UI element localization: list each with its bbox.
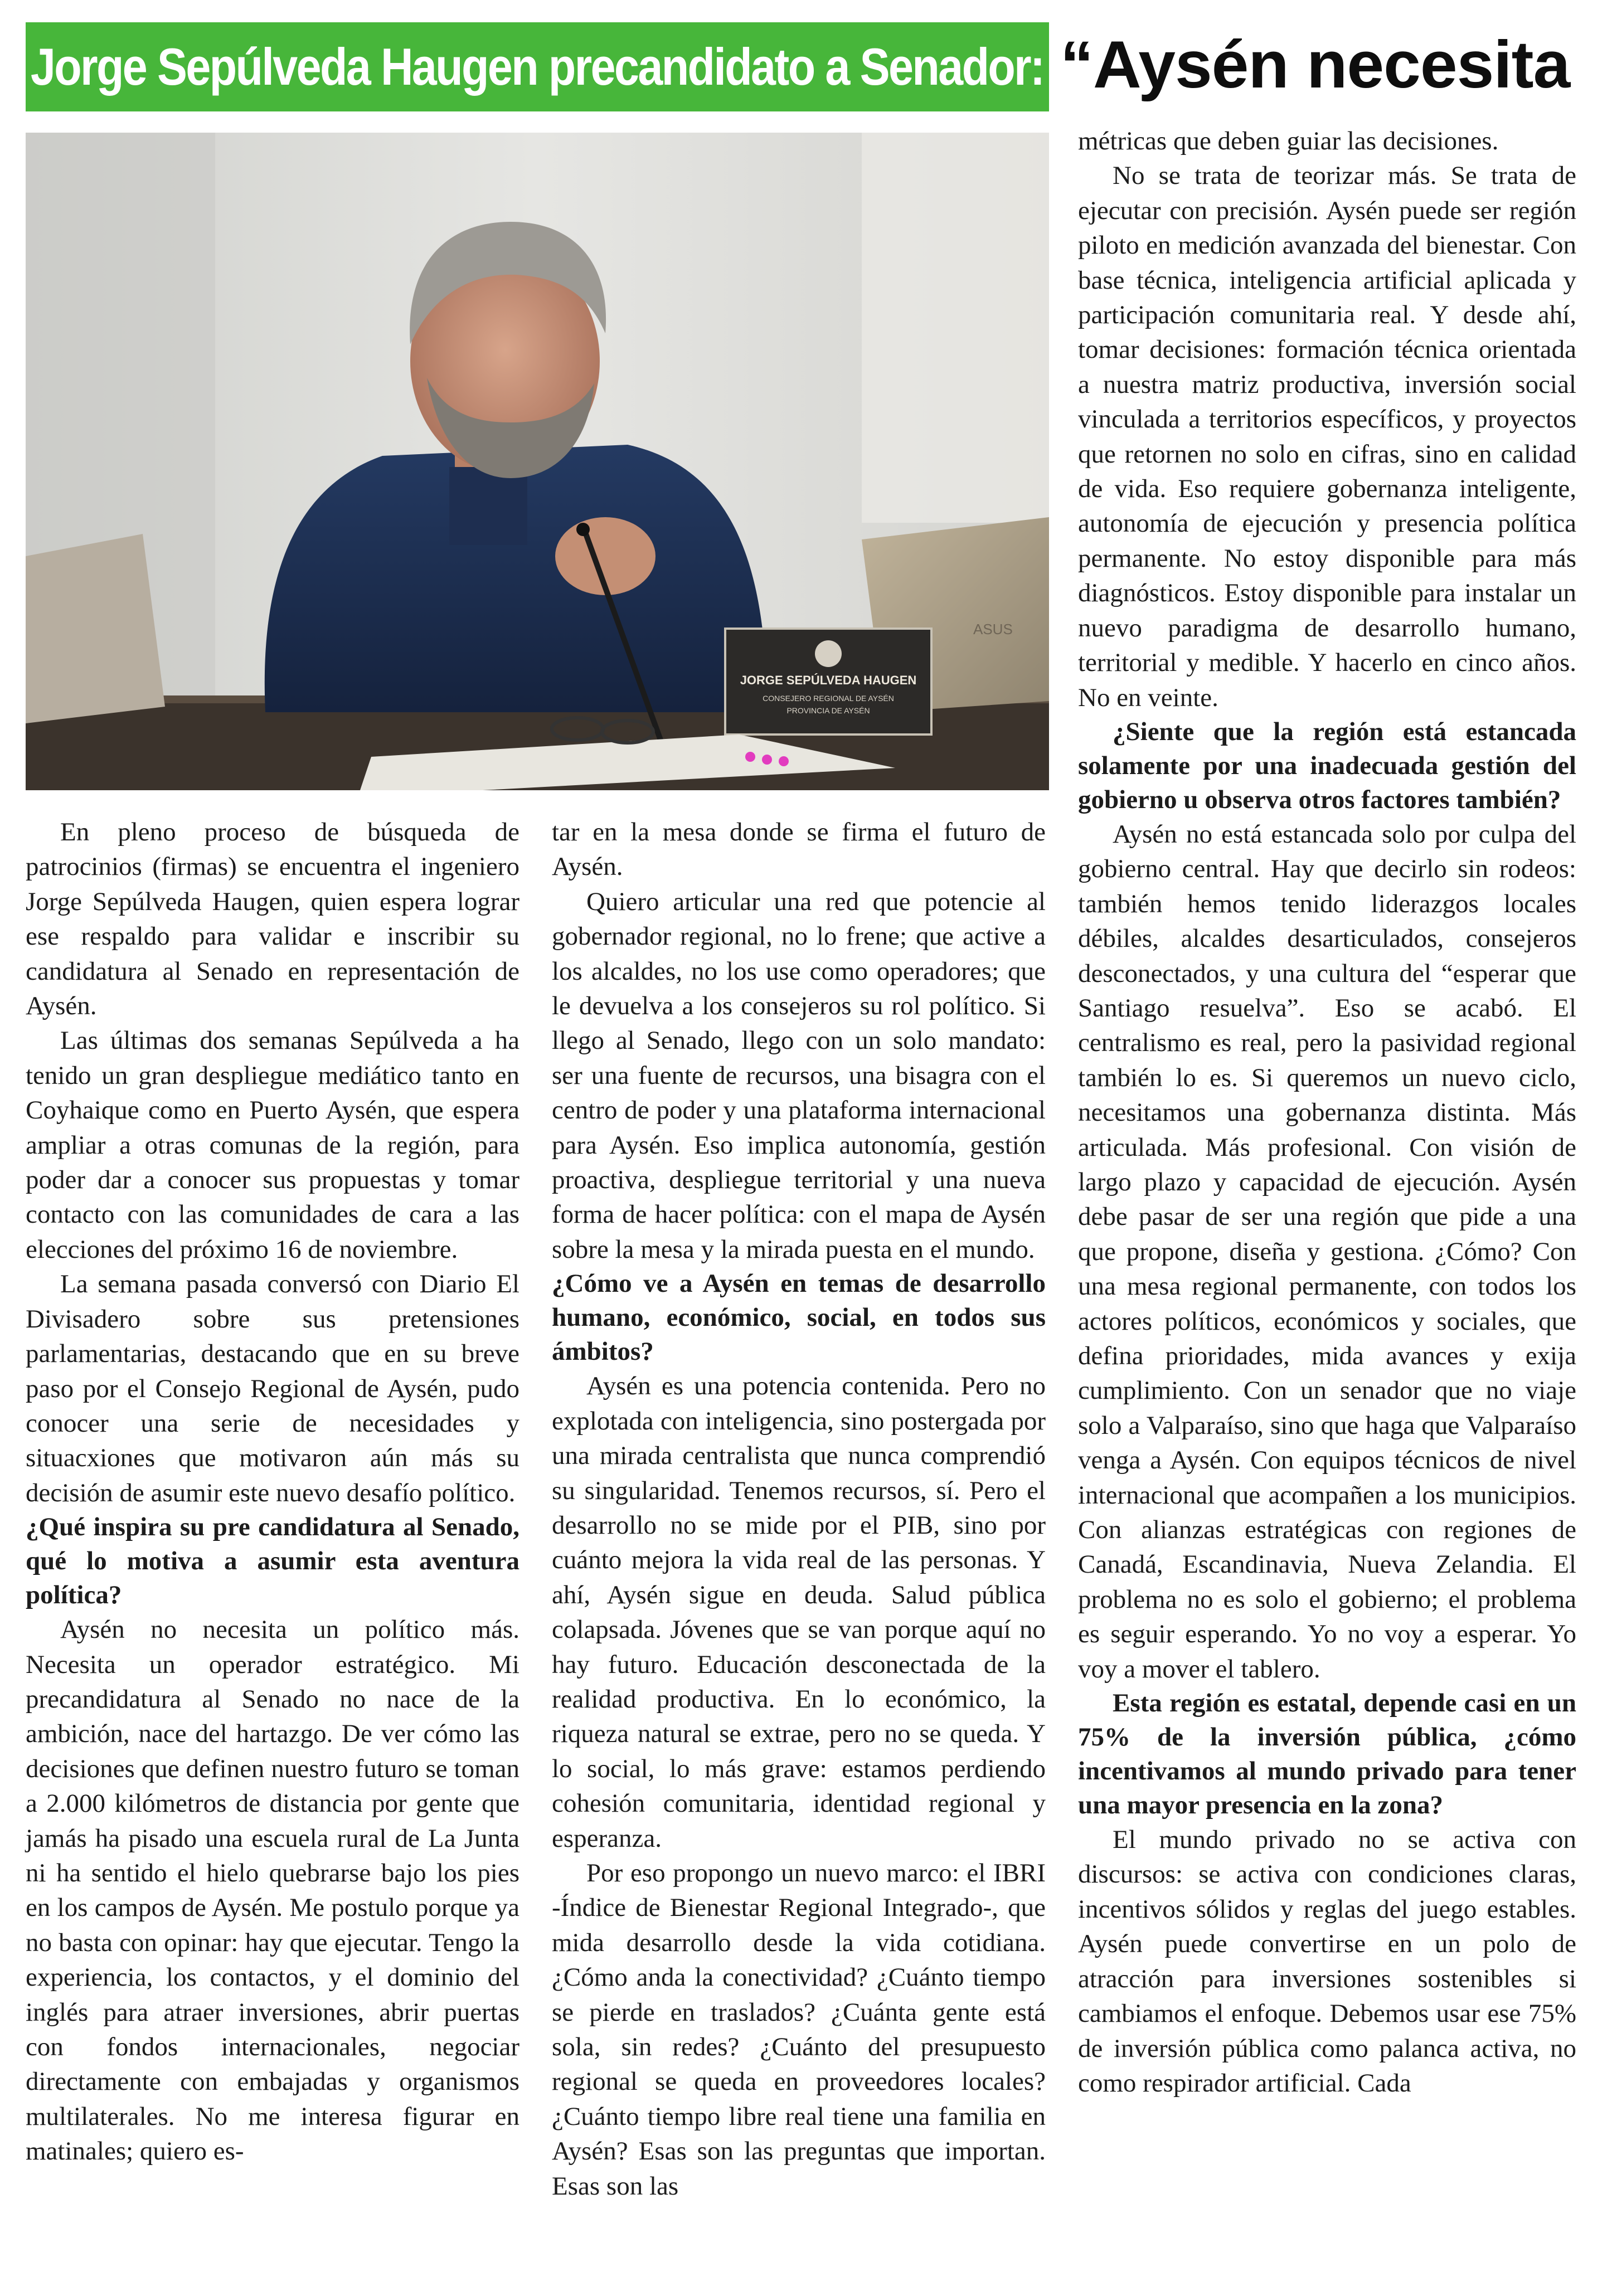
article-paragraph: Aysén es una potencia contenida. Pero no explotada con inteligencia, sino postergada por una mirada centralista que nunca comprendió su singularidad. Tenemos recursos, sí. Pero el desarrollo no se mide por el PIB, sino por cuánto mejora la vida real de las personas. Y ahí, Aysén sigue en deuda. Salud pública colapsada. Jóvenes que se van porque aquí no hay futuro. Educación desconectada de la realidad productiva. En lo económico, la riqueza natural se extrae, pero no se queda. Y lo social, lo más grave: estamos perdiendo cohesión comunitaria, identidad regional y esperanza. xyxy=(552,1371,1046,1853)
article-column-2 xyxy=(552,815,1046,2203)
article-paragraph: Quiero articular una red que potencie al gobernador regional, no lo frene; que active a los alcaldes, no los use como operadores; que le devuelva a los consejeros su rol político. Si llego al Senado, llego con un solo mandato: ser una fuente de recursos, una bisagra con el centro de poder y una plataforma internacional para Aysén. Eso implica autonomía, gestión proactiva, despliegue territorial y una nueva forma de hacer política: con el mapa de Aysén sobre la mesa y la mirada puesta en el mundo. xyxy=(552,887,1046,1264)
interview-question: ¿Qué inspira su pre candidatura al Senado, qué lo motiva a asumir esta aventura política? xyxy=(26,1512,519,1610)
article-column-1 xyxy=(26,815,519,2169)
laptop-brand: ASUS xyxy=(973,621,1013,638)
article-column-3 xyxy=(1078,124,1576,2100)
article-paragraph: El mundo privado no se activa con discursos: se activa con condiciones claras, incentivos sólidos y reglas del juego estables. Aysén puede convertirse en un polo de atracción para inversiones sostenibles si cambiamos el enfoque. Debemos usar ese 75% de inversión pública como palanca activa, no como respirador artificial. Cada xyxy=(1078,1825,1576,2098)
interview-question: ¿Siente que la región está estancada solamente por una inadecuada gestión del gobierno u observa otros factores también? xyxy=(1078,717,1576,814)
nameplate-subtitle: PROVINCIA DE AYSÉN xyxy=(786,706,870,715)
interview-question: ¿Cómo ve a Aysén en temas de desarrollo humano, económico, social, en todos sus ámbitos? xyxy=(552,1269,1046,1366)
article-paragraph: No se trata de teorizar más. Se trata de ejecutar con precisión. Aysén puede ser región piloto en medición avanzada del bienestar. Con base técnica, inteligencia artificial aplicada y participación comunitaria real. Y desde ahí, tomar decisiones: formación técnica orientada a nuestra matriz productiva, inversión social vinculada a territorios específicos, y proyectos que retornen no solo en cifras, sino en calidad de vida. Eso requiere gobernanza inteligente, autonomía de ejecución y presencia política permanente. No estoy disponible para más diagnósticos. Estoy disponible para instalar un nuevo paradigma de desarrollo humano, territorial y medible. Y hacerlo en cinco años. No en veinte. xyxy=(1078,161,1576,712)
article-paragraph: La semana pasada conversó con Diario El Divisadero sobre sus pretensiones parlamentarias, destacando que en su breve paso por el Consejo Regional de Aysén, pudo conocer una serie de necesidades y situacxiones que motivaron aún más su decisión de asumir este nuevo desafío político. xyxy=(26,1269,519,1507)
article-paragraph: Las últimas dos semanas Sepúlveda a ha tenido un gran despliegue mediático tanto en Coyhaique como en Puerto Aysén, que espera ampliar a otras comunas de la región, para poder dar a conocer sus propuestas y tomar contacto con las comunidades de cara a las elecciones del próximo 16 de noviembre. xyxy=(26,1026,519,1264)
article-paragraph: tar en la mesa donde se firma el futuro de Aysén. xyxy=(552,818,1046,882)
interview-question: Esta región es estatal, depende casi en un 75% de la inversión pública, ¿cómo incentivamos al mundo privado para tener una mayor presencia en la zona? xyxy=(1078,1689,1576,1820)
nameplate-name: JORGE SEPÚLVEDA HAUGEN xyxy=(740,673,917,687)
headline-continuation: “Aysén necesita xyxy=(1060,27,1570,102)
headline-banner-text: Jorge Sepúlveda Haugen precandidato a Senador: xyxy=(31,37,1044,96)
article-paragraph: Aysén no necesita un político más. Necesita un operador estratégico. Mi precandidatura al Senado no nace de la ambición, nace del hartazgo. De ver cómo las decisiones que definen nuestro futuro se toman a 2.000 kilómetros de distancia por gente que jamás ha pisado una escuela rural de La Junta ni ha sentido el hielo quebrarse bajo los pies en los campos de Aysén. Me postulo porque ya no basta con opinar: hay que ejecutar. Tengo la experiencia, los contactos, y el dominio del inglés para atraer inversiones, abrir puertas con fondos internacionales, negociar directamente con embajadas y organismos multilaterales. No me interesa figurar en matinales; quiero es- xyxy=(26,1615,519,2166)
article-paragraph: Por eso propongo un nuevo marco: el IBRI -Índice de Bienestar Regional Integrado-, que mida desarrollo desde la vida cotidiana. ¿Cómo anda la conectividad? ¿Cuánto tiempo se pierde en traslados? ¿Cuánta gente está sola, sin redes? ¿Cuánto del presupuesto regional se queda en proveedores locales? ¿Cuánto tiempo libre real tiene una familia en Aysén? Esas son las preguntas que importan. Esas son las xyxy=(552,1858,1046,2201)
article-photo xyxy=(26,133,1049,790)
article-paragraph: En pleno proceso de búsqueda de patrocinios (firmas) se encuentra el ingeniero Jorge Sepúlveda Haugen, quien espera lograr ese respaldo para validar e inscribir su candidatura al Senado en representación de Aysén. xyxy=(26,818,519,1021)
article-paragraph: métricas que deben guiar las decisiones. xyxy=(1078,127,1499,155)
nameplate-title: CONSEJERO REGIONAL DE AYSÉN xyxy=(763,694,894,703)
headline-banner xyxy=(26,22,1049,111)
article-paragraph: Aysén no está estancada solo por culpa del gobierno central. Hay que decirlo sin rodeos: también hemos tenido liderazgos locales débiles, alcaldes desarticulados, consejeros desconectados, y una cultura del “esperar que Santiago resuelva”. Eso se acabó. El centralismo es real, pero la pasividad regional también lo es. Si queremos un nuevo ciclo, necesitamos una gobernanza distinta. Más articulada. Más profesional. Con visión de largo plazo y capacidad de ejecución. Aysén debe pasar de ser una región que pide a una que propone, diseña y gestiona. ¿Cómo? Con una mesa regional permanente, con todos los actores políticos, económicos y sociales, que defina prioridades, mida avances y exija cumplimiento. Con un senador que no viaje solo a Valparaíso, sino que haga que Valparaíso venga a Aysén. Con equipos técnicos de nivel internacional que acompañen a los municipios. Con alianzas estratégicas con regiones de Canadá, Escandinavia, Nueva Zelandia. El problema no es solo el gobierno; el problema es seguir esperando. Yo no voy a esperar. Yo voy a mover el tablero. xyxy=(1078,819,1576,1684)
